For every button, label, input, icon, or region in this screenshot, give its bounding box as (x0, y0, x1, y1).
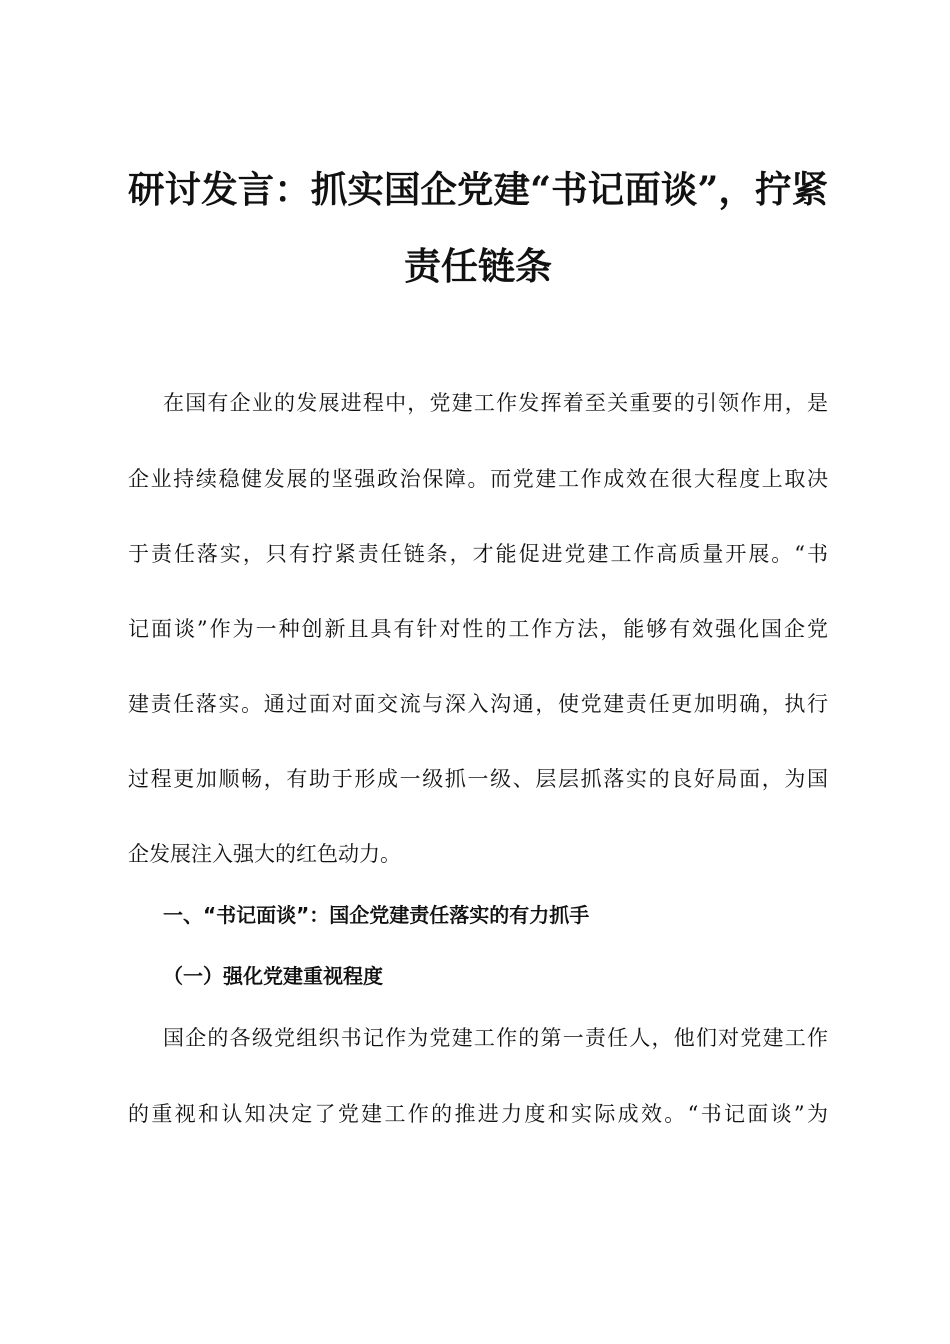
subsection-1-line-1: 国企的各级党组织书记作为党建工作的第一责任人，他们对党建工作 (163, 1026, 828, 1050)
intro-line-1: 在国有企业的发展进程中，党建工作发挥着至关重要的引领作用，是 (163, 391, 828, 415)
intro-line-6: 过程更加顺畅，有助于形成一级抓一级、层层抓落实的良好局面，为国 (128, 767, 828, 791)
intro-line-7: 企发展注入强大的红色动力。 (128, 842, 401, 866)
document-title-line-2: 责任链条 (404, 244, 552, 288)
subsection-1-heading: （一）强化党建重视程度 (163, 964, 383, 988)
intro-line-3: 于责任落实，只有拧紧责任链条，才能促进党建工作高质量开展。“书 (128, 542, 828, 566)
intro-line-2: 企业持续稳健发展的坚强政治保障。而党建工作成效在很大程度上取决 (128, 467, 828, 491)
intro-line-4: 记面谈”作为一种创新且具有针对性的工作方法，能够有效强化国企党 (128, 617, 828, 641)
document-title-line-1: 研讨发言：抓实国企党建“书记面谈”，拧紧 (128, 168, 828, 211)
intro-line-5: 建责任落实。通过面对面交流与深入沟通，使党建责任更加明确，执行 (128, 692, 828, 716)
section-1-heading: 一、“书记面谈”：国企党建责任落实的有力抓手 (163, 903, 590, 927)
subsection-1-line-2: 的重视和认知决定了党建工作的推进力度和实际成效。“书记面谈”为 (128, 1102, 828, 1126)
